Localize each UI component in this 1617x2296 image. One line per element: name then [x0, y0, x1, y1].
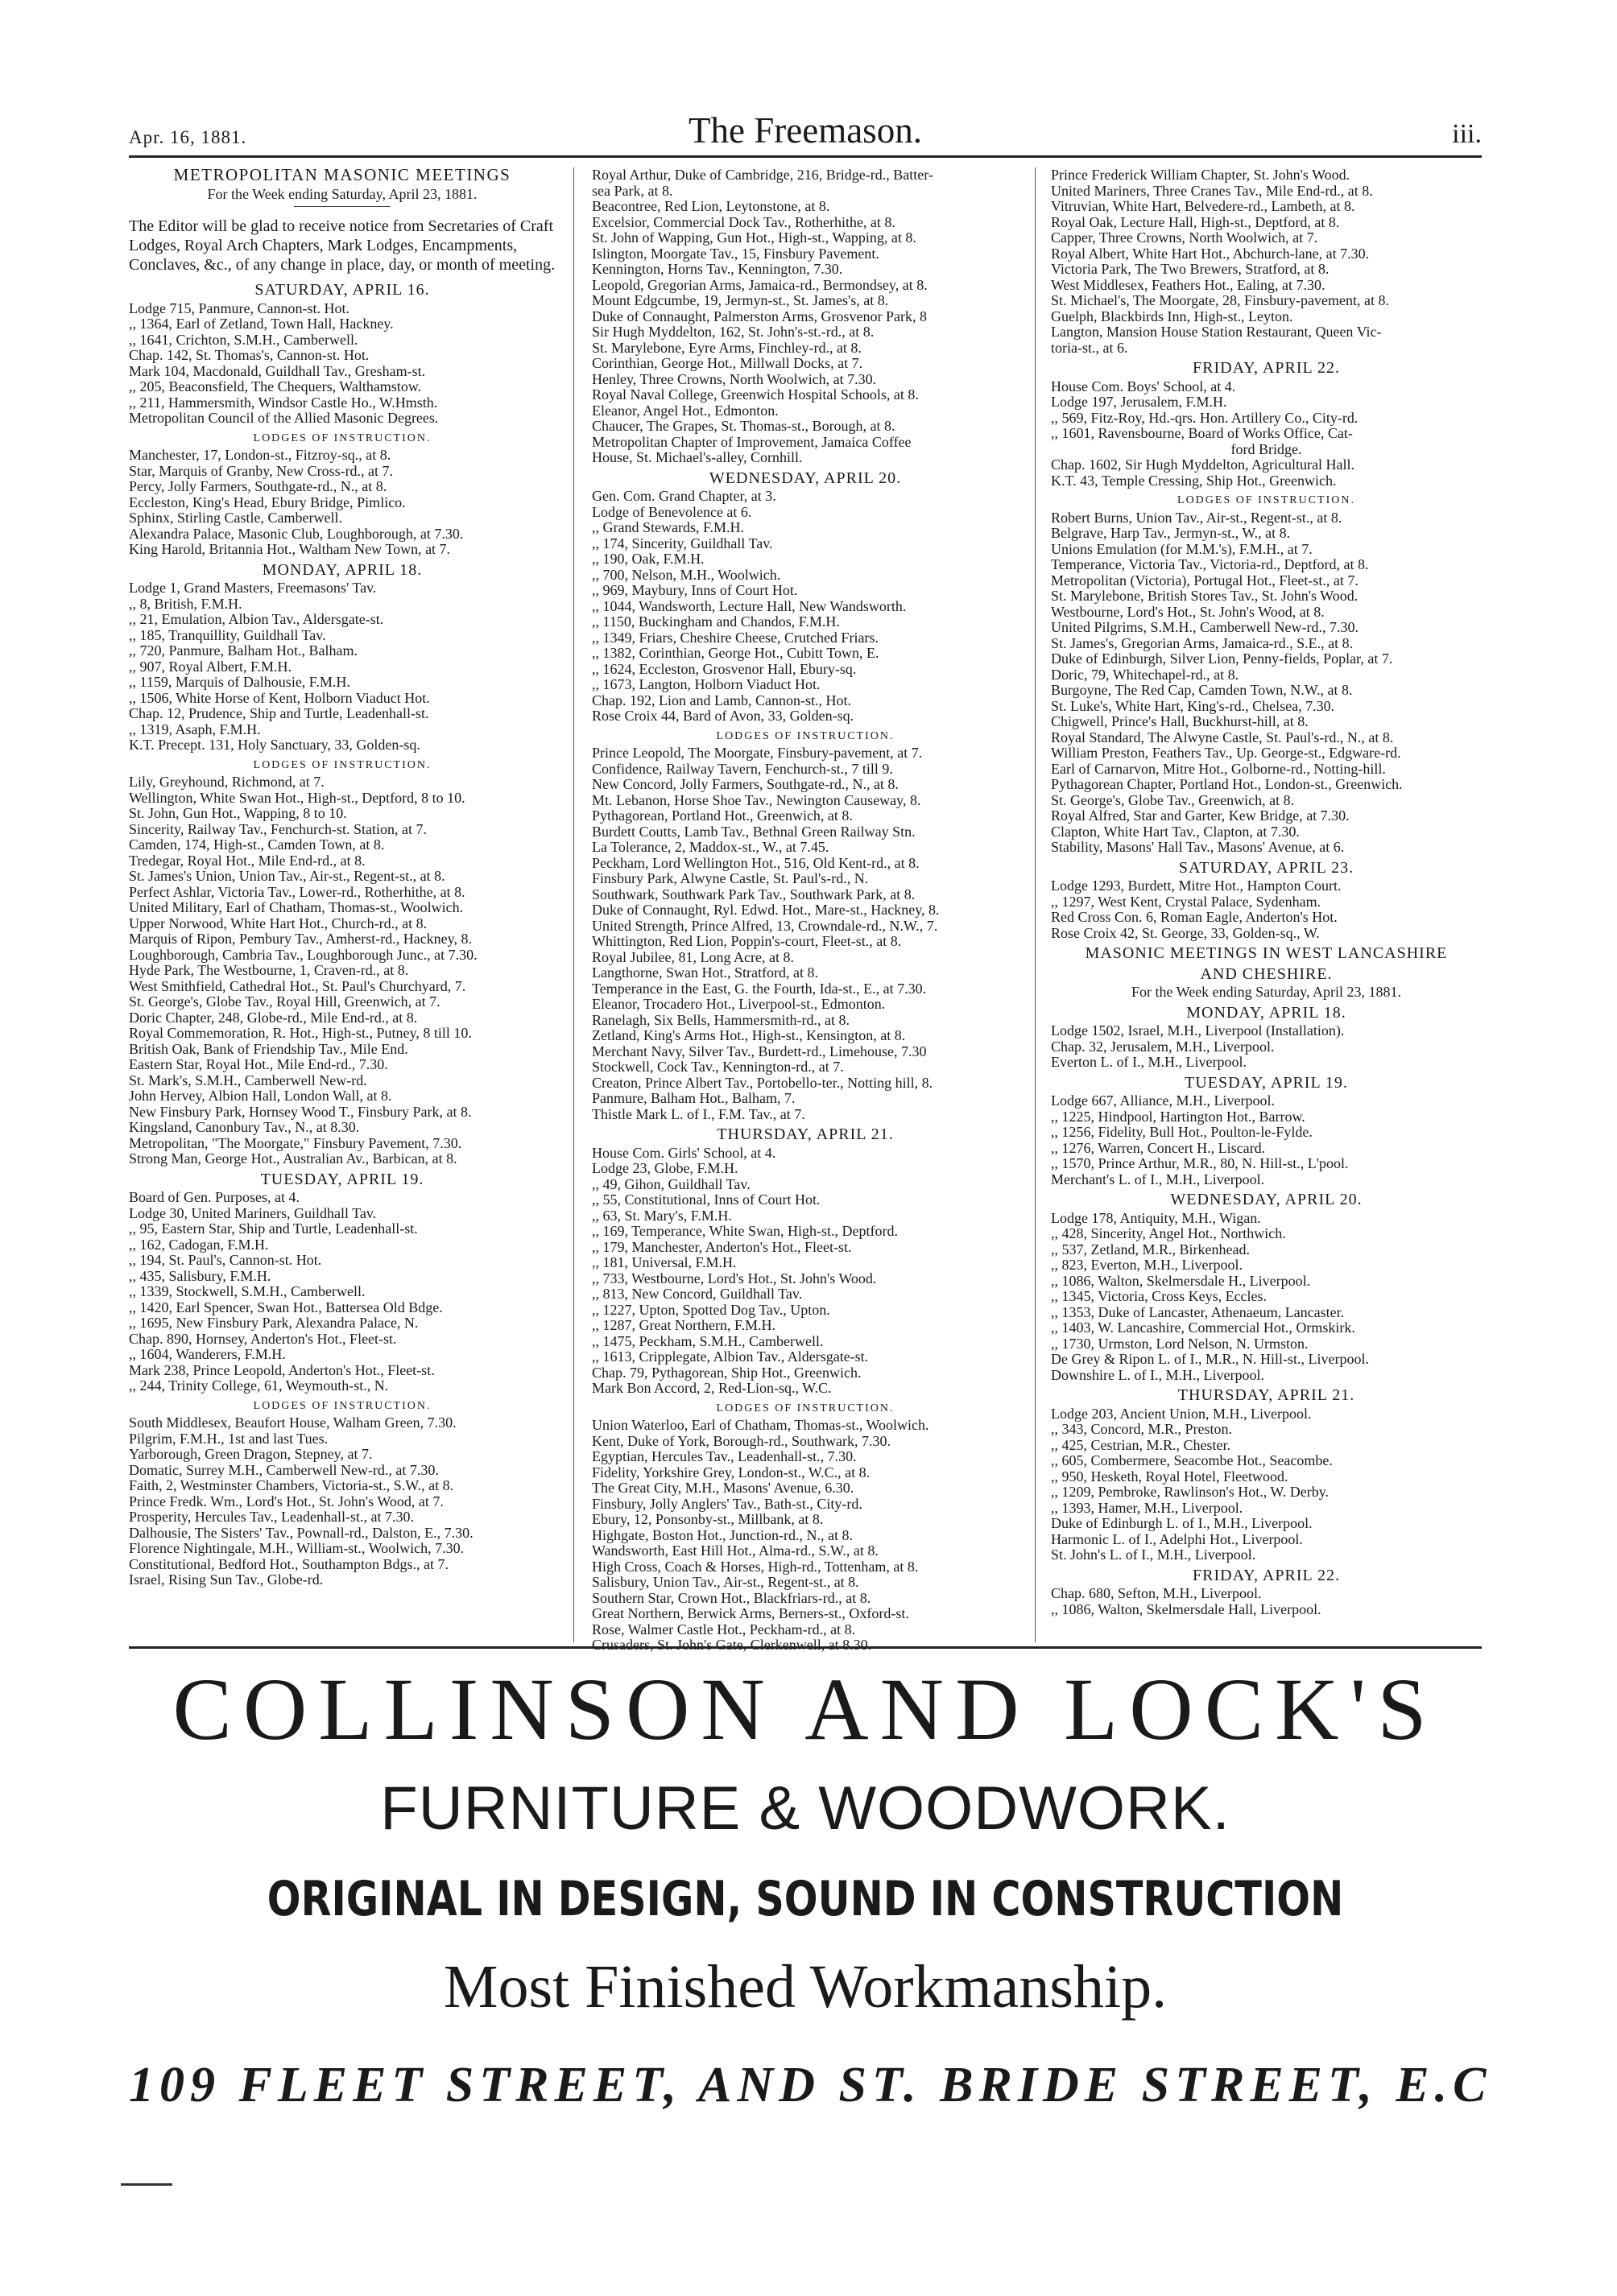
meeting-line: Langton, Mansion House Station Restaurant, Queen Vic- — [1051, 324, 1382, 340]
meeting-line: Royal Standard, The Alwyne Castle, St. Paul's-rd., N., at 8. — [1051, 729, 1394, 745]
column-divider — [1035, 167, 1036, 1642]
meeting-line: ,, 181, Universal, F.M.H. — [592, 1254, 737, 1270]
meeting-line: ,, 1339, Stockwell, S.M.H., Camberwell. — [129, 1283, 366, 1299]
meeting-line: Doric, 79, Whitechapel-rd., at 8. — [1051, 666, 1239, 683]
meeting-line: ,, 185, Tranquillity, Guildhall Tav. — [129, 626, 326, 643]
meeting-line: ,, 162, Cadogan, F.M.H. — [129, 1236, 269, 1253]
meeting-line: Peckham, Lord Wellington Hot., 516, Old Kent-rd., at 8. — [592, 854, 920, 871]
meeting-line: ,, 1641, Crichton, S.M.H., Camberwell. — [129, 331, 358, 348]
meeting-line: Lodge 30, United Mariners, Guildhall Tav. — [129, 1204, 377, 1221]
meeting-line: Florence Nightingale, M.H., William-st., Woolwich, 7.30. — [129, 1540, 465, 1556]
meeting-line: Rose, Walmer Castle Hot., Peckham-rd., at 8. — [592, 1621, 856, 1637]
meeting-line: Guelph, Blackbirds Inn, High-st., Leyton. — [1051, 308, 1293, 324]
meeting-line: St. Michael's, The Moorgate, 28, Finsbury-pavement, at 8. — [1051, 292, 1390, 308]
meeting-line: ,, 1349, Friars, Cheshire Cheese, Crutched Friars. — [592, 629, 879, 646]
meeting-line: ,, 1613, Cripplegate, Albion Tav., Aldersgate-st. — [592, 1348, 869, 1365]
meeting-line: Chap. 680, Sefton, M.H., Liverpool. — [1051, 1585, 1262, 1601]
column-divider — [573, 167, 574, 1642]
meeting-line: Mark 104, Macdonald, Guildhall Tav., Gresham-st. — [129, 362, 426, 379]
meeting-line: ,, 1150, Buckingham and Chandos, F.M.H. — [592, 613, 840, 630]
meeting-line: United Mariners, Three Cranes Tav., Mile End-rd., at 8. — [1051, 182, 1373, 199]
meeting-line: Southern Star, Crown Hot., Blackfriars-rd., at 8. — [592, 1589, 871, 1606]
meeting-line: ,, 1393, Hamer, M.H., Liverpool. — [1051, 1499, 1243, 1516]
meeting-line: Union Waterloo, Earl of Chatham, Thomas-st., Woolwich. — [592, 1417, 929, 1433]
meeting-line: ,, 1506, White Horse of Kent, Holborn Viaduct Hot. — [129, 689, 430, 706]
meetings-columns — [129, 165, 1482, 1653]
day-heading: FRIDAY, APRIL 22. — [1193, 359, 1340, 377]
meeting-line: ,, 21, Emulation, Albion Tav., Aldersgate-st. — [129, 611, 384, 627]
meeting-line: ,, 63, St. Mary's, F.M.H. — [592, 1207, 732, 1224]
meeting-line: ,, 569, Fitz-Roy, Hd.-qrs. Hon. Artillery Co., City-rd. — [1051, 409, 1359, 426]
meeting-line: Rose Croix 44, Bard of Avon, 33, Golden-sq. — [592, 708, 854, 724]
meeting-line: Chap. 32, Jerusalem, M.H., Liverpool. — [1051, 1038, 1275, 1055]
meeting-line: Royal Jubilee, 81, Long Acre, at 8. — [592, 948, 794, 965]
meeting-line: ,, 1382, Corinthian, George Hot., Cubitt Town, E. — [592, 645, 879, 661]
meeting-line: ,, 1297, West Kent, Crystal Palace, Sydenham. — [1051, 893, 1321, 910]
meeting-line: Lodge 1293, Burdett, Mitre Hot., Hampton Court. — [1051, 878, 1342, 894]
meeting-line: ,, 55, Constitutional, Inns of Court Hot. — [592, 1191, 821, 1208]
editor-note: The Editor will be glad to receive notice from Secretaries of Craft Lodges, Royal Arch Chapters, Mark Lodges, Encampments, Conclaves, &c., of any change in place, day, or month of meeting. — [129, 217, 556, 274]
meeting-line: Percy, Jolly Farmers, Southgate-rd., N., at 8. — [129, 478, 387, 494]
meeting-line: ,, 907, Royal Albert, F.M.H. — [129, 658, 292, 675]
meeting-line: Thistle Mark L. of I., F.M. Tav., at 7. — [592, 1105, 805, 1122]
meeting-line: St. James's, Gregorian Arms, Jamaica-rd., S.E., at 8. — [1051, 634, 1354, 651]
meeting-line: Whittington, Red Lion, Poppin's-court, Fleet-st., at 8. — [592, 933, 902, 949]
subheading: LODGES OF INSTRUCTION. — [253, 758, 432, 771]
meeting-line: Burgoyne, The Red Cap, Camden Town, N.W., at 8. — [1051, 682, 1353, 698]
meeting-line: Eleanor, Angel Hot., Edmonton. — [592, 402, 779, 419]
subheading: LODGES OF INSTRUCTION. — [716, 729, 895, 742]
meeting-line: Duke of Connaught, Palmerston Arms, Grosvenor Park, 8 — [592, 308, 927, 324]
meeting-line: Highgate, Boston Hot., Junction-rd., N., at 8. — [592, 1526, 853, 1543]
meeting-line: King Harold, Britannia Hot., Waltham New Town, at 7. — [129, 541, 451, 557]
day-heading: TUESDAY, APRIL 19. — [260, 1170, 424, 1188]
meeting-line: Unions Emulation (for M.M.'s), F.M.H., at 7. — [1051, 540, 1313, 557]
meeting-line: Mark 238, Prince Leopold, Anderton's Hot., Fleet-st. — [129, 1361, 435, 1378]
meeting-line: Tredegar, Royal Hot., Mile End-rd., at 8. — [129, 852, 366, 869]
meeting-line: Corinthian, George Hot., Millwall Docks, at 7. — [592, 355, 863, 371]
meeting-line: Belgrave, Harp Tav., Jermyn-st., W., at 8. — [1051, 525, 1291, 541]
meeting-line: Merchant Navy, Silver Tav., Burdett-rd., Limehouse, 7.30 — [592, 1043, 927, 1059]
meeting-line: ,, 1345, Victoria, Cross Keys, Eccles. — [1051, 1288, 1268, 1304]
meeting-line: British Oak, Bank of Friendship Tav., Mile End. — [129, 1040, 408, 1057]
meeting-line: ,, 605, Combermere, Seacombe Hot., Seacombe. — [1051, 1452, 1333, 1468]
meeting-line: ,, 1475, Peckham, S.M.H., Camberwell. — [592, 1332, 824, 1349]
meeting-line: Merchant's L. of I., M.H., Liverpool. — [1051, 1171, 1265, 1187]
meeting-line: House, St. Michael's-alley, Cornhill. — [592, 449, 803, 465]
meeting-line: Wellington, White Swan Hot., High-st., Deptford, 8 to 10. — [129, 789, 465, 806]
meeting-line: Burdett Coutts, Lamb Tav., Bethnal Green Railway Stn. — [592, 823, 916, 840]
meeting-line: ,, 1225, Hindpool, Hartington Hot., Barrow. — [1051, 1108, 1305, 1125]
meeting-line: Doric Chapter, 248, Globe-rd., Mile End-rd., at 8. — [129, 1009, 418, 1026]
meeting-line: ,, 700, Nelson, M.H., Woolwich. — [592, 566, 781, 583]
meeting-line: Dalhousie, The Sisters' Tav., Pownall-rd., Dalston, E., 7.30. — [129, 1524, 474, 1541]
meeting-line: Creaton, Prince Albert Tav., Portobello-ter., Notting hill, 8. — [592, 1074, 933, 1091]
meeting-line: ,, 1695, New Finsbury Park, Alexandra Palace, N. — [129, 1315, 419, 1331]
meeting-line: Kingsland, Canonbury Tav., N., at 8.30. — [129, 1119, 360, 1135]
meeting-line: ,, 1570, Prince Arthur, M.R., 80, N. Hill-st., L'pool. — [1051, 1155, 1349, 1171]
meeting-line: ,, 174, Sincerity, Guildhall Tav. — [592, 535, 773, 551]
meeting-line: Chigwell, Prince's Hall, Buckhurst-hill, at 8. — [1051, 713, 1309, 729]
meeting-line: Rose Croix 42, St. George, 33, Golden-sq., W. — [1051, 924, 1320, 941]
meeting-line: Faith, 2, Westminster Chambers, Victoria-st., S.W., at 8. — [129, 1477, 454, 1493]
centered-line: For the Week ending Saturday, April 23, 1881. — [207, 185, 478, 202]
decorative-dash — [121, 2183, 172, 2186]
meeting-line: Victoria Park, The Two Brewers, Stratford, at 8. — [1051, 261, 1330, 277]
meeting-line: New Concord, Jolly Farmers, Southgate-rd., N., at 8. — [592, 776, 899, 792]
day-heading: THURSDAY, APRIL 21. — [1177, 1386, 1355, 1404]
meeting-line: ,, 435, Salisbury, F.M.H. — [129, 1267, 271, 1284]
publication-title: The Freemason. — [689, 110, 922, 151]
meeting-line: Sir Hugh Myddelton, 162, St. John's-st.-rd., at 8. — [592, 324, 875, 340]
meeting-line: St. Mark's, S.M.H., Camberwell New-rd. — [129, 1072, 367, 1088]
meeting-line: Mark Bon Accord, 2, Red-Lion-sq., W.C. — [592, 1380, 832, 1396]
meeting-line: ,, 1673, Langton, Holborn Viaduct Hot. — [592, 676, 821, 692]
meeting-line: South Middlesex, Beaufort House, Walham Green, 7.30. — [129, 1414, 457, 1431]
meeting-line: St. John's L. of I., M.H., Liverpool. — [1051, 1546, 1256, 1563]
meeting-line: ,, 205, Beaconsfield, The Chequers, Walthamstow. — [129, 378, 422, 394]
meeting-line: Southwark, Southwark Park Tav., Southwark Park, at 8. — [592, 886, 916, 902]
meeting-line: Strong Man, George Hot., Australian Av., Barbican, at 8. — [129, 1150, 457, 1167]
meeting-line: Constitutional, Bedford Hot., Southampton Bdgs., at 7. — [129, 1555, 449, 1572]
meeting-line: Chaucer, The Grapes, St. Thomas-st., Borough, at 8. — [592, 418, 895, 434]
meeting-line: Camden, 174, High-st., Camden Town, at 8. — [129, 836, 385, 853]
meeting-line: ,, 1086, Walton, Skelmersdale Hall, Liverpool. — [1051, 1600, 1321, 1617]
day-heading: TUESDAY, APRIL 19. — [1185, 1073, 1348, 1092]
meeting-line: Duke of Edinburgh, Silver Lion, Penny-fields, Poplar, at 7. — [1051, 650, 1393, 667]
meeting-line: Stockwell, Cock Tav., Kennington-rd., at 7. — [592, 1059, 844, 1075]
meeting-line: Harmonic L. of I., Adelphi Hot., Liverpool. — [1051, 1530, 1303, 1547]
meeting-line: ,, 1287, Great Northern, F.M.H. — [592, 1317, 776, 1333]
meeting-line: ,, 1159, Marquis of Dalhousie, F.M.H. — [129, 674, 350, 690]
meeting-line: Lodge 178, Antiquity, M.H., Wigan. — [1051, 1209, 1261, 1226]
meeting-line: Ebury, 12, Ponsonby-st., Millbank, at 8. — [592, 1511, 824, 1527]
header-rule — [129, 155, 1482, 158]
meeting-line: Pilgrim, F.M.H., 1st and last Tues. — [129, 1430, 329, 1447]
advert-slogan: ORIGINAL IN DESIGN, SOUND IN CONSTRUCTION — [267, 1871, 1344, 1927]
advert-rule — [129, 1646, 1482, 1649]
meeting-line: Chap. 79, Pythagorean, Ship Hot., Greenwich. — [592, 1364, 862, 1381]
meeting-line: sea Park, at 8. — [592, 182, 673, 199]
meeting-line: St. George's, Globe Tav., Greenwich, at 8. — [1051, 791, 1295, 808]
meeting-line: Stability, Masons' Hall Tav., Masons' Avenue, at 6. — [1051, 839, 1345, 855]
subheading: LODGES OF INSTRUCTION. — [1177, 494, 1355, 506]
meeting-line: St. Marylebone, British Stores Tav., St. John's Wood. — [1051, 588, 1359, 604]
subheading: LODGES OF INSTRUCTION. — [716, 1402, 895, 1414]
meeting-line: Wandsworth, East Hill Hot., Alma-rd., S.W., at 8. — [592, 1542, 879, 1559]
meeting-line: William Preston, Feathers Tav., Up. George-st., Edgware-rd. — [1051, 745, 1401, 761]
meeting-line: ,, 1086, Walton, Skelmersdale H., Liverpool. — [1051, 1272, 1311, 1289]
meeting-line: Metropolitan Council of the Allied Masonic Degrees. — [129, 410, 439, 426]
meeting-line: Finsbury Park, Alwyne Castle, St. Paul's-rd., N. — [592, 870, 869, 886]
meeting-line: Metropolitan (Victoria), Portugal Hot., Fleet-st., at 7. — [1051, 572, 1359, 588]
meeting-line: John Hervey, Albion Hall, London Wall, at 8. — [129, 1088, 392, 1104]
meeting-line: St. Marylebone, Eyre Arms, Finchley-rd., at 8. — [592, 339, 862, 356]
advert-firm-name: COLLINSON AND LOCK'S — [172, 1660, 1438, 1758]
meeting-line: Marquis of Ripon, Pembury Tav., Amherst-rd., Hackney, 8. — [129, 931, 473, 947]
meeting-line: ,, Grand Stewards, F.M.H. — [592, 519, 745, 535]
meeting-line: Pythagorean Chapter, Portland Hot., London-st., Greenwich. — [1051, 776, 1403, 792]
meeting-line: Metropolitan, "The Moorgate," Finsbury Pavement, 7.30. — [129, 1134, 462, 1151]
meeting-line: Lodge 1502, Israel, M.H., Liverpool (Installation). — [1051, 1022, 1345, 1039]
meeting-line: Temperance, Victoria Tav., Victoria-rd., Deptford, at 8. — [1051, 556, 1369, 572]
meeting-line: Chap. 890, Hornsey, Anderton's Hot., Fleet-st. — [129, 1330, 397, 1347]
meeting-line: House Com. Girls' School, at 4. — [592, 1144, 776, 1161]
meeting-line: Lily, Greyhound, Richmond, at 7. — [129, 774, 325, 790]
day-heading: MONDAY, APRIL 18. — [262, 560, 423, 579]
meeting-line: Chap. 1602, Sir Hugh Myddelton, Agricultural Hall. — [1051, 456, 1354, 473]
meeting-line: ,, 1420, Earl Spencer, Swan Hot., Battersea Old Bdge. — [129, 1299, 443, 1315]
meeting-line: Sincerity, Railway Tav., Fenchurch-st. Station, at 7. — [129, 820, 428, 837]
meeting-line: ,, 1730, Urmston, Lord Nelson, N. Urmston. — [1051, 1335, 1309, 1352]
meeting-line: Lodge 23, Globe, F.M.H. — [592, 1160, 738, 1176]
meeting-line: Prince Frederick William Chapter, St. John's Wood. — [1051, 167, 1350, 183]
meeting-line: Royal Oak, Lecture Hall, High-st., Deptford, at 8. — [1051, 213, 1340, 230]
meeting-line: Robert Burns, Union Tav., Air-st., Regent-st., at 8. — [1051, 509, 1342, 526]
meeting-line: St. George's, Globe Tav., Royal Hill, Greenwich, at 7. — [129, 993, 440, 1010]
meeting-line: ,, 1209, Pembroke, Rawlinson's Hot., W. Derby. — [1051, 1484, 1330, 1500]
meeting-line: Temperance in the East, G. the Fourth, Ida-st., E., at 7.30. — [592, 980, 927, 997]
day-heading: SATURDAY, APRIL 23. — [1178, 858, 1354, 877]
meeting-line: De Grey & Ripon L. of I., M.R., N. Hill-st., Liverpool. — [1051, 1351, 1369, 1367]
meeting-line: ,, 823, Everton, M.H., Liverpool. — [1051, 1257, 1243, 1273]
meeting-line: Fidelity, Yorkshire Grey, London-st., W.C., at 8. — [592, 1464, 871, 1480]
day-heading: AND CHESHIRE. — [1200, 964, 1333, 983]
meeting-line: ,, 1364, Earl of Zetland, Town Hall, Hackney. — [129, 316, 394, 332]
meeting-line: Prince Fredk. Wm., Lord's Hot., St. John's Wood, at 7. — [129, 1493, 444, 1509]
meeting-line: Eastern Star, Royal Hot., Mile End-rd., 7.30. — [129, 1056, 388, 1072]
meeting-line: Pythagorean, Portland Hot., Greenwich, at 8. — [592, 807, 853, 824]
meeting-line: ,, 1044, Wandsworth, Lecture Hall, New Wandsworth. — [592, 597, 907, 614]
day-heading: THURSDAY, APRIL 21. — [717, 1125, 894, 1143]
meeting-line: St. John of Wapping, Gun Hot., High-st., Wapping, at 8. — [592, 229, 916, 246]
meeting-line: ,, 537, Zetland, M.R., Birkenhead. — [1051, 1241, 1250, 1257]
meeting-line: Lodge 715, Panmure, Cannon-st. Hot. — [129, 299, 349, 316]
meeting-line: ,, 343, Concord, M.R., Preston. — [1051, 1421, 1232, 1437]
meeting-line: Langthorne, Swan Hot., Stratford, at 8. — [592, 964, 818, 981]
meeting-line: Clapton, White Hart Tav., Clapton, at 7.30. — [1051, 823, 1300, 840]
meeting-line: Royal Naval College, Greenwich Hospital Schools, at 8. — [592, 386, 919, 403]
meeting-line: Duke of Connaught, Ryl. Edwd. Hot., Mare-st., Hackney, 8. — [592, 902, 940, 918]
meeting-line: Panmure, Balham Hot., Balham, 7. — [592, 1090, 796, 1106]
meeting-line: House Com. Boys' School, at 4. — [1051, 378, 1236, 394]
meeting-line: ,, 95, Eastern Star, Ship and Turtle, Leadenhall-st. — [129, 1220, 418, 1237]
meeting-line: St. John, Gun Hot., Wapping, 8 to 10. — [129, 805, 347, 821]
meeting-line: ,, 1624, Eccleston, Grosvenor Hall, Ebury-sq. — [592, 660, 857, 677]
day-heading: SATURDAY, APRIL 16. — [254, 281, 430, 299]
meeting-line: Chap. 12, Prudence, Ship and Turtle, Leadenhall-st. — [129, 705, 429, 721]
meeting-line: Loughborough, Cambria Tav., Loughborough Junc., at 7.30. — [129, 946, 478, 963]
meeting-line: ,, 1601, Ravensbourne, Board of Works Office, Cat- — [1051, 425, 1353, 441]
meeting-line: ,, 169, Temperance, White Swan, High-st., Deptford. — [592, 1223, 898, 1239]
meeting-line: Royal Commemoration, R. Hot., High-st., Putney, 8 till 10. — [129, 1025, 472, 1041]
meeting-line: Royal Albert, White Hart Hot., Abchurch-lane, at 7.30. — [1051, 245, 1370, 262]
meeting-line: ,, 813, New Concord, Guildhall Tav. — [592, 1286, 803, 1302]
meeting-line: ,, 179, Manchester, Anderton's Hot., Fleet-st. — [592, 1238, 852, 1255]
section-rule — [294, 206, 391, 207]
subheading: LODGES OF INSTRUCTION. — [253, 1399, 432, 1412]
meeting-line: ,, 194, St. Paul's, Cannon-st. Hot. — [129, 1252, 322, 1268]
meeting-line: United Strength, Prince Alfred, 13, Crowndale-rd., N.W., 7. — [592, 917, 938, 934]
meeting-line: ,, 49, Gihon, Guildhall Tav. — [592, 1175, 751, 1192]
advert-tagline: Most Finished Workmanship. — [443, 1953, 1168, 2021]
meeting-line: ,, 1319, Asaph, F.M.H. — [129, 721, 261, 737]
meeting-line: Star, Marquis of Granby, New Cross-rd., at 7. — [129, 462, 394, 479]
meeting-line: Red Cross Con. 6, Roman Eagle, Anderton's Hot. — [1051, 909, 1338, 925]
meeting-line: ,, 1256, Fidelity, Bull Hot., Poulton-le-Fylde. — [1051, 1124, 1313, 1140]
meeting-line: ,, 244, Trinity College, 61, Weymouth-st., N. — [129, 1377, 389, 1394]
meeting-line: Salisbury, Union Tav., Air-st., Regent-st., at 8. — [592, 1574, 859, 1590]
meeting-line: Lodge 197, Jerusalem, F.M.H. — [1051, 394, 1227, 410]
meeting-line: West Middlesex, Feathers Hot., Ealing, at 7.30. — [1051, 276, 1325, 293]
subheading: LODGES OF INSTRUCTION. — [253, 432, 432, 444]
meeting-line: Hyde Park, The Westbourne, 1, Craven-rd., at 8. — [129, 962, 409, 978]
meeting-line: United Pilgrims, S.M.H., Camberwell New-rd., 7.30. — [1051, 619, 1359, 635]
meeting-line: Yarborough, Green Dragon, Stepney, at 7. — [129, 1446, 373, 1462]
meeting-line: Chap. 142, St. Thomas's, Cannon-st. Hot. — [129, 347, 370, 363]
meeting-line: United Military, Earl of Chatham, Thomas-st., Woolwich. — [129, 899, 464, 915]
meeting-line: Egyptian, Hercules Tav., Leadenhall-st., 7.30. — [592, 1448, 857, 1464]
meeting-line: ,, 1604, Wanderers, F.M.H. — [129, 1346, 286, 1362]
advert-goods: FURNITURE & WOODWORK. — [380, 1774, 1230, 1843]
meeting-line: Eleanor, Trocadero Hot., Liverpool-st., Edmonton. — [592, 996, 886, 1012]
meeting-line: Duke of Edinburgh L. of I., M.H., Liverpool. — [1051, 1515, 1313, 1531]
day-heading: MASONIC MEETINGS IN WEST LANCASHIRE — [1085, 944, 1448, 962]
meeting-line: Islington, Moorgate Tav., 15, Finsbury Pavement. — [592, 245, 879, 262]
meeting-line: Sphinx, Stirling Castle, Camberwell. — [129, 510, 342, 526]
meeting-line: Capper, Three Crowns, North Woolwich, at 7. — [1051, 229, 1318, 246]
day-heading: FRIDAY, APRIL 22. — [1193, 1566, 1340, 1584]
meeting-line: Domatic, Surrey M.H., Camberwell New-rd., at 7.30. — [129, 1461, 439, 1478]
meeting-line: ,, 211, Hammersmith, Windsor Castle Ho., W.Hmsth. — [129, 394, 438, 411]
centered-line: For the Week ending Saturday, April 23, 1881. — [1131, 984, 1401, 1000]
meeting-line: Henley, Three Crowns, North Woolwich, at 7.30. — [592, 370, 877, 387]
meeting-line: Crusaders, St. John's Gate, Clerkenwell, at 8.30. — [592, 1637, 872, 1653]
centered-line: ford Bridge. — [1230, 440, 1302, 457]
meeting-line: Royal Arthur, Duke of Cambridge, 216, Bridge-rd., Batter- — [592, 167, 933, 183]
meeting-line: Westbourne, Lord's Hot., St. John's Wood, at 8. — [1051, 603, 1325, 620]
issue-date: Apr. 16, 1881. — [129, 127, 247, 147]
meeting-line: ,, 1403, W. Lancashire, Commercial Hot., Ormskirk. — [1051, 1319, 1355, 1336]
meeting-line: Everton L. of I., M.H., Liverpool. — [1051, 1054, 1247, 1070]
meeting-line: K.T. Precept. 131, Holy Sanctuary, 33, Golden-sq. — [129, 737, 420, 753]
meeting-line: Zetland, King's Arms Hot., High-st., Kensington, at 8. — [592, 1027, 906, 1043]
meeting-line: ,, 950, Hesketh, Royal Hotel, Fleetwood. — [1051, 1468, 1288, 1485]
meeting-line: Royal Alfred, Star and Garter, Kew Bridge, at 7.30. — [1051, 807, 1350, 824]
meeting-line: Prosperity, Hercules Tav., Leadenhall-st., at 7.30. — [129, 1509, 414, 1525]
meeting-line: Upper Norwood, White Hart Hot., Church-rd., at 8. — [129, 915, 428, 931]
meeting-line: Eccleston, King's Head, Ebury Bridge, Pimlico. — [129, 493, 406, 510]
meeting-line: Board of Gen. Purposes, at 4. — [129, 1189, 300, 1205]
meeting-line: Vitruvian, White Hart, Belvedere-rd., Lambeth, at 8. — [1051, 198, 1355, 214]
meeting-line: ,, 720, Panmure, Balham Hot., Balham. — [129, 642, 358, 659]
meeting-line: ,, 8, British, F.M.H. — [129, 595, 242, 612]
meeting-line: Finsbury, Jolly Anglers' Tav., Bath-st., City-rd. — [592, 1495, 862, 1512]
section-title: METROPOLITAN MASONIC MEETINGS — [173, 165, 511, 184]
meeting-line: Downshire L. of I., M.H., Liverpool. — [1051, 1366, 1264, 1383]
meeting-line: Lodge of Benevolence at 6. — [592, 503, 752, 520]
meeting-line: Earl of Carnarvon, Mitre Hot., Golborne-rd., Notting-hill. — [1051, 760, 1386, 777]
meeting-line: Mt. Lebanon, Horse Shoe Tav., Newington Causeway, 8. — [592, 791, 921, 808]
meeting-line: ,, 425, Cestrian, M.R., Chester. — [1051, 1436, 1230, 1453]
meeting-line: Confidence, Railway Tavern, Fenchurch-st., 7 till 9. — [592, 760, 893, 777]
meeting-line: K.T. 43, Temple Cressing, Ship Hot., Greenwich. — [1051, 472, 1337, 489]
column-left — [129, 167, 556, 1642]
meeting-line: toria-st., at 6. — [1051, 339, 1128, 356]
meeting-line: ,, 1227, Upton, Spotted Dog Tav., Upton. — [592, 1301, 830, 1318]
advert-address: 109 FLEET STREET, AND ST. BRIDE STREET, E.C — [129, 2058, 1492, 2112]
meeting-line: Alexandra Palace, Masonic Club, Loughborough, at 7.30. — [129, 525, 464, 542]
page-header — [129, 111, 1482, 151]
meeting-line: Excelsior, Commercial Dock Tav., Rotherhithe, at 8. — [592, 213, 895, 230]
meeting-line: Great Northern, Berwick Arms, Berners-st., Oxford-st. — [592, 1605, 909, 1621]
meeting-line: ,, 190, Oak, F.M.H. — [592, 551, 705, 567]
meeting-line: Gen. Com. Grand Chapter, at 3. — [592, 488, 776, 504]
meeting-line: Beacontree, Red Lion, Leytonstone, at 8. — [592, 198, 830, 214]
page-number: iii. — [1452, 119, 1482, 149]
meeting-line: The Great City, M.H., Masons' Avenue, 6.30. — [592, 1480, 854, 1496]
meeting-line: ,, 1353, Duke of Lancaster, Athenaeum, Lancaster. — [1051, 1303, 1345, 1320]
meeting-line: Leopold, Gregorian Arms, Jamaica-rd., Bermondsey, at 8. — [592, 276, 928, 293]
meeting-line: Manchester, 17, London-st., Fitzroy-sq., at 8. — [129, 447, 391, 463]
meeting-line: West Smithfield, Cathedral Hot., St. Paul's Churchyard, 7. — [129, 977, 466, 994]
meeting-line: ,, 428, Sincerity, Angel Hot., Northwich. — [1051, 1225, 1286, 1241]
meeting-line: Lodge 203, Ancient Union, M.H., Liverpool. — [1051, 1405, 1312, 1422]
column-right — [1051, 167, 1482, 1642]
meeting-line: Israel, Rising Sun Tav., Globe-rd. — [129, 1571, 324, 1588]
day-heading: WEDNESDAY, APRIL 20. — [709, 469, 902, 487]
day-heading: WEDNESDAY, APRIL 20. — [1170, 1191, 1363, 1208]
meeting-line: ,, 733, Westbourne, Lord's Hot., St. John's Wood. — [592, 1270, 877, 1286]
meeting-line: New Finsbury Park, Hornsey Wood T., Finsbury Park, at 8. — [129, 1103, 472, 1120]
meeting-line: ,, 969, Maybury, Inns of Court Hot. — [592, 582, 798, 598]
meeting-line: Metropolitan Chapter of Improvement, Jamaica Coffee — [592, 433, 912, 450]
meeting-line: Perfect Ashlar, Victoria Tav., Lower-rd., Rotherhithe, at 8. — [129, 883, 465, 900]
meeting-line: St. Luke's, White Hart, King's-rd., Chelsea, 7.30. — [1051, 697, 1335, 714]
meeting-line: Chap. 192, Lion and Lamb, Cannon-st., Hot. — [592, 692, 851, 708]
meeting-line: High Cross, Coach & Horses, High-rd., Tottenham, at 8. — [592, 1558, 919, 1575]
meeting-line: Lodge 1, Grand Masters, Freemasons' Tav. — [129, 580, 377, 596]
day-heading: MONDAY, APRIL 18. — [1186, 1003, 1346, 1022]
column-middle — [592, 167, 1019, 1653]
meeting-line: Kent, Duke of York, Borough-rd., Southwark, 7.30. — [592, 1432, 891, 1449]
meeting-line: Ranelagh, Six Bells, Hammersmith-rd., at 8. — [592, 1011, 850, 1028]
meeting-line: Prince Leopold, The Moorgate, Finsbury-pavement, at 7. — [592, 745, 923, 761]
meeting-line: St. James's Union, Union Tav., Air-st., Regent-st., at 8. — [129, 868, 445, 884]
meeting-line: Lodge 667, Alliance, M.H., Liverpool. — [1051, 1092, 1275, 1109]
meeting-line: ,, 1276, Warren, Concert H., Liscard. — [1051, 1139, 1266, 1156]
meeting-line: La Tolerance, 2, Maddox-st., W., at 7.45. — [592, 839, 829, 855]
meeting-line: Mount Edgcumbe, 19, Jermyn-st., St. James's, at 8. — [592, 292, 889, 308]
meeting-line: Kennington, Horns Tav., Kennington, 7.30. — [592, 261, 843, 277]
